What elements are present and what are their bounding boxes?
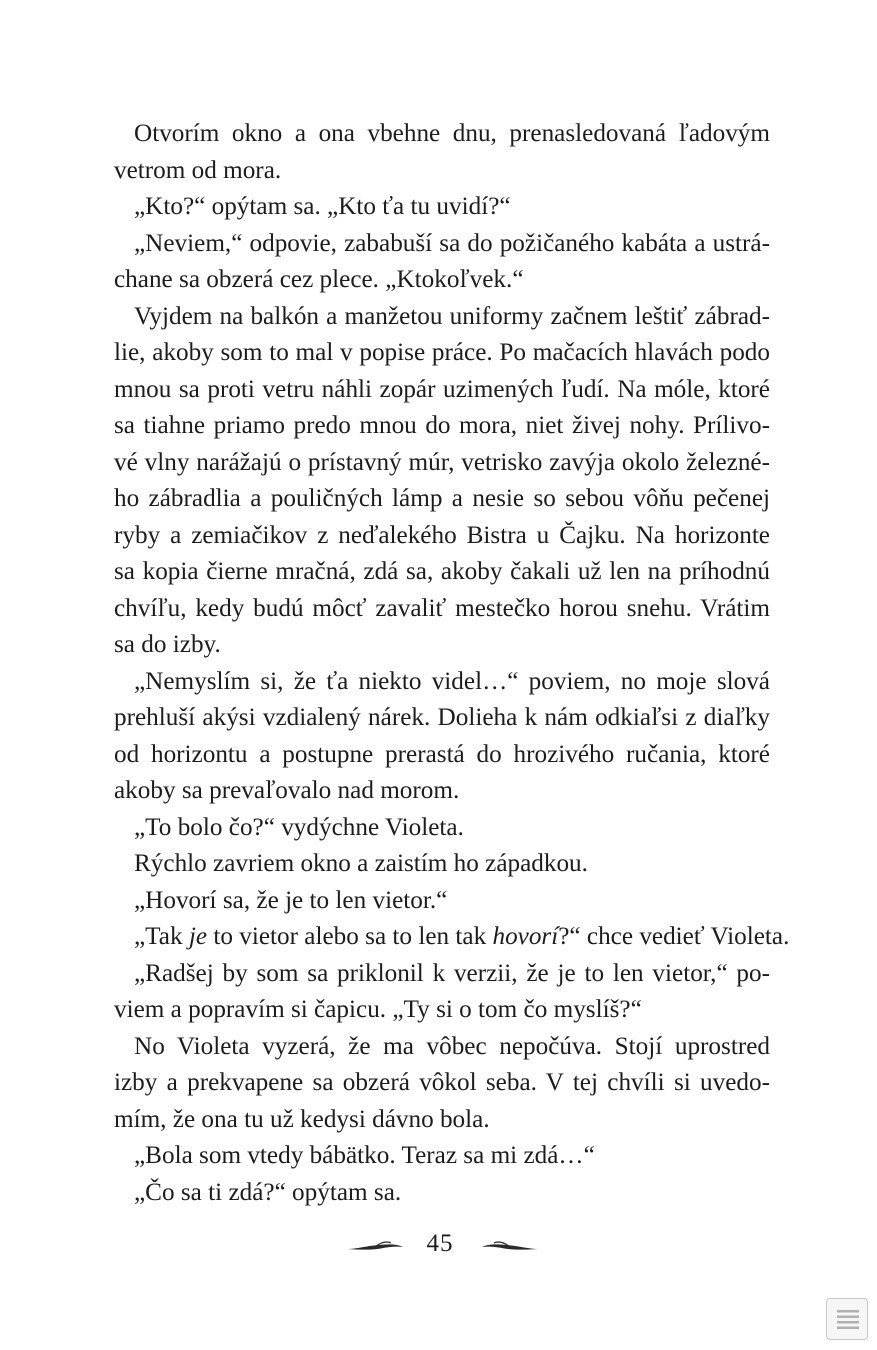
menu-lines-icon — [836, 1309, 860, 1331]
page-body — [114, 116, 790, 1211]
text-line: sa do izby. — [114, 631, 221, 658]
page-footer — [0, 1228, 877, 1268]
text-line: ho zábradlia a pouličných lámp a nesie so sebou vôňu pečenej — [114, 485, 770, 512]
text-line: „Bola som vtedy bábätko. Teraz sa mi zdá…“ — [134, 1142, 595, 1169]
text-line: No Violeta vyzerá, že ma vôbec nepočúva. Stojí uprostred — [134, 1032, 770, 1060]
text-line: „Čo sa ti zdá?“ opýtam sa. — [134, 1178, 402, 1206]
text-line: „Radšej by som sa priklonil k verzii, že je to len vietor,“ po- — [134, 959, 770, 987]
text-line: viem a popravím si čapicu. „Ty si o tom čo myslíš?“ — [114, 996, 642, 1023]
text-line: „Neviem,“ odpovie, zababuší sa do požičaného kabáta a ustrá- — [134, 229, 770, 257]
left-flourish-icon — [345, 1240, 405, 1254]
text-line: mím, že ona tu už kedysi dávno bola. — [114, 1105, 490, 1133]
text-line: vé vlny narážajú o prístavný múr, vetrisko zavýja okolo železné- — [114, 448, 770, 476]
text-line: „Kto?“ opýtam sa. „Kto ťa tu uvidí?“ — [134, 193, 511, 220]
text-line: prehluší akýsi vzdialený nárek. Dolieha k nám odkiaľsi z diaľky — [114, 704, 770, 731]
text-line: Otvorím okno a ona vbehne dnu, prenasledovaná ľadovým — [134, 120, 770, 147]
text-line: Vyjdem na balkón a manžetou uniformy začnem leštiť zábrad- — [134, 302, 770, 330]
text-line: izby a prekvapene sa obzerá vôkol seba. V tej chvíli si uvedo- — [114, 1069, 770, 1096]
right-flourish-icon — [480, 1240, 540, 1254]
text-line: chvíľu, kedy budú môcť zavaliť mestečko horou snehu. Vrátim — [114, 594, 770, 622]
text-line: „Hovorí sa, že je to len vietor.“ — [134, 886, 448, 914]
text-line: vetrom od mora. — [114, 156, 282, 184]
text-line: sa kopia čierne mračná, zdá sa, akoby čakali už len na príhodnú — [114, 558, 770, 585]
page-number: 45 — [426, 1230, 454, 1257]
text-line: Rýchlo zavriem okno a zaistím ho západkou. — [134, 850, 588, 877]
text-line: lie, akoby som to mal v popise práce. Po mačacích hlavách podo — [114, 339, 770, 366]
text-line: „To bolo čo?“ vydýchne Violeta. — [134, 813, 464, 841]
text-line: akoby sa prevaľovalo nad morom. — [114, 777, 460, 804]
text-line: „Tak je to vietor alebo sa to len tak hovorí?“ chce vedieť Violeta. — [134, 923, 790, 950]
text-line: od horizontu a postupne prerastá do hrozivého ručania, ktoré — [114, 740, 770, 768]
text-line: mnou sa proti vetru náhli zopár uzimených ľudí. Na móle, ktoré — [114, 375, 770, 403]
text-line: sa tiahne priamo predo mnou do mora, niet živej nohy. Prílivo- — [114, 412, 770, 439]
text-line: ryby a zemiačikov z neďalekého Bistra u Čajku. Na horizonte — [114, 521, 770, 549]
menu-button[interactable] — [826, 1298, 868, 1340]
text-line: chane sa obzerá cez plece. „Ktokoľvek.“ — [114, 266, 524, 293]
text-line: „Nemyslím si, že ťa niekto videl…“ poviem, no moje slová — [134, 667, 770, 695]
